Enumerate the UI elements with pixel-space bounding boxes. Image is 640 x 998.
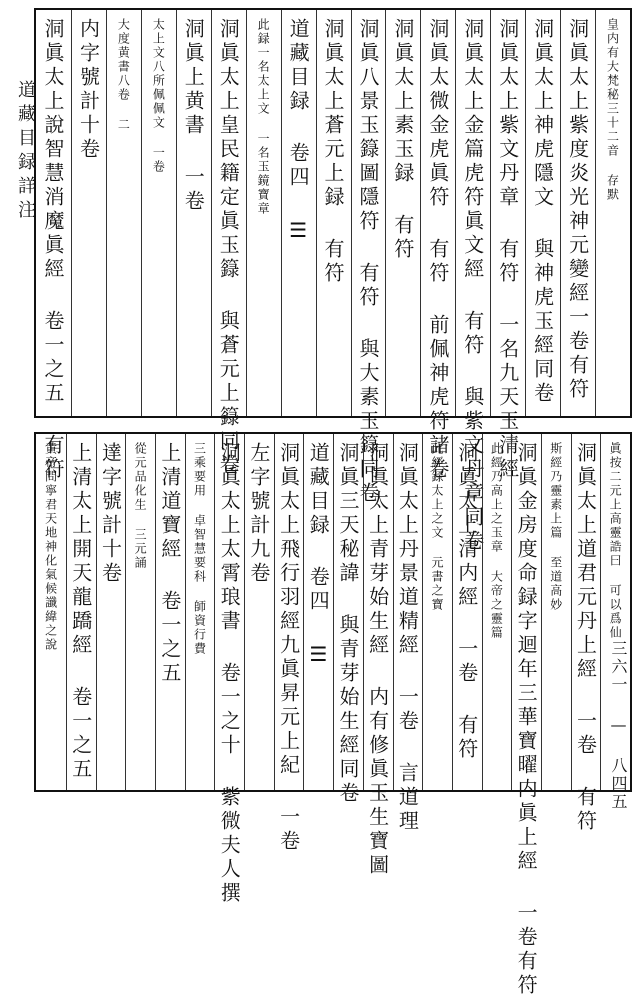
bottom-column-text: 此經録太上之文 元書之寶	[430, 442, 445, 612]
bottom-column-text: 黄帝問寧君天地神化氣候讖緯之說	[43, 442, 58, 652]
bottom-column-text: 上清太上開天龍蹻經 卷一之五	[68, 442, 93, 782]
top-column-text: 此録一名太上文 一名玉鏡寶章	[256, 18, 271, 216]
top-column	[211, 10, 246, 478]
bottom-column	[214, 434, 244, 906]
top-column	[71, 10, 106, 416]
top-column-text: 皇内有大梵秘三十二音 存默	[605, 18, 620, 202]
bottom-column	[482, 434, 512, 790]
bottom-column	[571, 434, 601, 834]
top-column-text: 洞眞太微金虎眞符 有符 前佩神虎符諸卷	[425, 18, 450, 482]
bottom-column-text: 洞眞太上青芽始生經 内有修眞玉生寶圖	[365, 442, 390, 878]
bottom-column-text: 洞眞三天秘諱 與青芽始生經同卷	[335, 442, 360, 806]
top-column-text: 洞眞太上紫度炎光神元變經一卷有符	[565, 18, 590, 402]
top-column	[106, 10, 141, 416]
bottom-column-text: 三乘要用 卓智慧要科 師資行費	[192, 442, 207, 656]
top-column	[246, 10, 281, 416]
page-number: 三六一 — 八四五	[609, 640, 628, 811]
top-column	[36, 10, 71, 482]
bottom-column	[333, 434, 363, 806]
top-column	[385, 10, 420, 416]
bottom-column	[422, 434, 452, 790]
bottom-column	[125, 434, 155, 790]
bottom-column-text: 此經乃高上之玉章 大帝之靈篇	[489, 442, 504, 640]
top-column-text: 道藏目録 卷四 ☰	[286, 18, 311, 246]
bottom-column-text: 洞眞太上道君元丹上經 一卷 有符	[573, 442, 598, 834]
bottom-column-text: 洞眞太上飛行羽經九眞昇元上紀 一卷	[276, 442, 301, 854]
top-column-text: 洞眞太上說智慧消魔眞經 卷一之五 有符	[41, 18, 66, 482]
bottom-column-text: 洞眞太上清内經 一卷 有符	[454, 442, 479, 762]
bottom-column-text: 從元品化生 三元誦	[133, 442, 148, 570]
bottom-column-text: 達字號計十卷	[98, 442, 123, 586]
top-column-text: 太上文八所佩佩文 一卷	[151, 18, 166, 174]
top-column	[560, 10, 595, 416]
bottom-text-block	[34, 432, 632, 998]
bottom-column-text: 上清道寶經 卷一之五	[157, 442, 182, 686]
top-column-text: 洞眞八景玉籙圖隱符 有符 與大素玉籙同卷	[355, 18, 380, 506]
top-column	[525, 10, 560, 416]
bottom-column	[600, 434, 630, 790]
top-column-text: 洞眞太上神虎隱文 與神虎玉經同卷	[530, 18, 555, 406]
top-column	[176, 10, 211, 416]
bottom-column-text: 眞按二元上高靈誥曰 可以爲仙	[608, 442, 623, 640]
bottom-column	[541, 434, 571, 790]
top-column-text: 洞眞太上紫文丹章 有符 一名九天玉清經	[495, 18, 520, 482]
bottom-column-text: 左字號計九卷	[246, 442, 271, 586]
bottom-column	[155, 434, 185, 790]
bottom-column	[185, 434, 215, 790]
bottom-column-text: 斯經乃靈素上篇 至道高妙	[548, 442, 563, 612]
bottom-column	[303, 434, 333, 790]
bottom-columns	[36, 434, 630, 998]
top-column	[141, 10, 176, 416]
top-column	[420, 10, 455, 482]
top-column	[281, 10, 316, 416]
bottom-column-text: 道藏目録 卷四 ☰	[306, 442, 331, 670]
bottom-column	[511, 434, 541, 998]
bottom-column	[393, 434, 423, 834]
top-column-text: 洞眞上黄書 一卷	[181, 18, 206, 214]
bottom-column	[244, 434, 274, 790]
side-title: 道藏目録詳注	[15, 80, 36, 224]
top-column-text: 洞眞太上素玉録 有符	[390, 18, 415, 262]
top-column	[351, 10, 386, 506]
bottom-column	[96, 434, 126, 790]
top-column	[490, 10, 525, 482]
top-column-text: 内字號計十卷	[76, 18, 101, 162]
bottom-column-text: 洞眞金房度命録字迴年三華寶曜内眞上經 一卷有符	[514, 442, 539, 998]
top-column	[316, 10, 351, 416]
top-column-text: 大度黄書八卷 二	[116, 18, 131, 132]
top-column-text: 洞眞太上金篇虎符眞文經 有符 與紫文丹章同卷	[460, 18, 485, 554]
top-column	[595, 10, 630, 416]
top-column-text: 洞眞太上蒼元上録 有符	[321, 18, 346, 286]
bottom-column-text: 洞眞太上丹景道精經 一卷 言道理	[395, 442, 420, 834]
bottom-column	[452, 434, 482, 790]
top-column-text: 洞眞太上皇民籍定眞玉籙 與蒼元上籙同卷	[216, 18, 241, 478]
bottom-column-text: 洞眞太上太霄琅書 卷一之十 紫微夫人撰	[217, 442, 242, 906]
bottom-column	[36, 434, 66, 790]
bottom-column	[66, 434, 96, 790]
top-column	[455, 10, 490, 554]
bottom-column	[274, 434, 304, 854]
bottom-column	[363, 434, 393, 878]
